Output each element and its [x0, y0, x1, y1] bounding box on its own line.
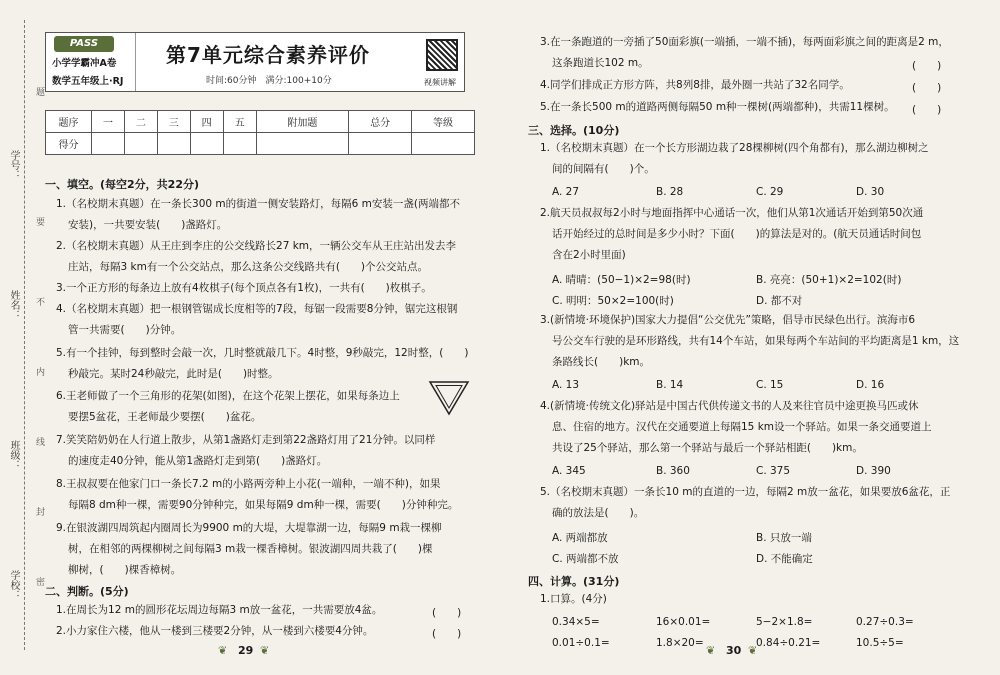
calc-item: 10.5÷5=	[856, 637, 904, 649]
question-line: 2.（名校期末真题）从王庄到李庄的公交线路长27 km，一辆公交车从王庄站出发去李	[56, 240, 457, 252]
student-id-label: 学号：	[8, 150, 19, 180]
table-cell: 一	[92, 111, 125, 133]
question-line: 柳树，( )棵香樟树。	[68, 564, 182, 576]
choice-option[interactable]: D. 都不对	[756, 295, 803, 307]
choice-option[interactable]: D. 不能确定	[756, 553, 813, 565]
table-cell: 附加题	[256, 111, 349, 133]
choice-option[interactable]: B. 360	[656, 465, 690, 477]
question-line: 管一共需要( )分钟。	[68, 324, 182, 336]
choice-option[interactable]: A. 13	[552, 379, 580, 391]
choice-option[interactable]: A. 345	[552, 465, 586, 477]
calc-item: 0.01÷0.1=	[552, 637, 610, 649]
question-line: 共设了25个驿站，那么第一个驿站与最后一个驿站相距( )km。	[552, 442, 863, 454]
question-line: 2.小力家住六楼，他从一楼到三楼要2分钟，从一楼到六楼要4分钟。	[56, 625, 374, 637]
seal-char: 封	[36, 508, 46, 518]
question-line: 7.笑笑陪奶奶在人行道上散步，从第1盏路灯走到第22盏路灯用了21分钟。以同样	[56, 434, 436, 446]
question-line: 3.(新情境·环境保护)国家大力提倡“公交优先”策略，倡导市民绿色出行。滨海市6	[540, 314, 916, 326]
table-row	[46, 111, 475, 133]
choice-option[interactable]: A. 晴晴：(50−1)×2=98(时)	[552, 274, 691, 286]
section-fill-title: 一、填空。(每空2分，共22分)	[45, 178, 200, 191]
leaf-ornament-icon: ❦	[218, 644, 228, 657]
name-label: 姓名：	[8, 290, 19, 320]
question-line: 安装)，一共要安装( )盏路灯。	[68, 219, 228, 231]
seal-char: 不	[36, 298, 46, 308]
seal-char: 要	[36, 218, 46, 228]
question-line: 6.王老师做了一个三角形的花架(如图)，在这个花架上摆花，如果每条边上	[56, 390, 400, 402]
question-line: 号公交车行驶的是环形路线，共有14个车站，如果每两个车站间的平均距离是1 km，这	[552, 335, 960, 347]
section-calc-title: 四、计算。(31分)	[528, 575, 620, 588]
question-line: 5.有一个挂钟，每到整时会敲一次，几时整就敲几下。4时整，9秒敲完，12时整，( )	[56, 347, 469, 359]
series-name: 小学学霸冲A卷	[52, 58, 117, 69]
score-input[interactable]	[92, 133, 125, 155]
score-table	[45, 110, 475, 155]
cut-line	[24, 20, 25, 650]
qr-code-icon[interactable]	[426, 39, 458, 71]
choice-option[interactable]: B. 28	[656, 186, 684, 198]
grade-label: 数学五年级上·RJ	[52, 76, 124, 87]
binding-strip	[0, 0, 46, 675]
table-cell: 总分	[349, 111, 412, 133]
question-line: 话开始经过的总时间是多少小时？下面( )的算法是对的。(航天员通话时间包	[552, 228, 922, 240]
question-line: 确的放法是( )。	[552, 507, 645, 519]
answer-blank[interactable]: ( )	[432, 607, 462, 619]
calc-item: 0.34×5=	[552, 616, 600, 628]
calc-item: 16×0.01=	[656, 616, 711, 628]
page-number: 29	[238, 644, 254, 657]
question-line: 树，在相邻的两棵柳树之间每隔3 m栽一棵香樟树。银波湖四周共栽了( )棵	[68, 543, 433, 555]
score-input[interactable]	[157, 133, 190, 155]
choice-option[interactable]: C. 29	[756, 186, 784, 198]
question-line: 1.（名校期末真题）在一个长方形湖边栽了28棵柳树(四个角都有)，那么湖边柳树之	[540, 142, 929, 154]
choice-option[interactable]: B. 14	[656, 379, 684, 391]
exam-meta: 时间:60分钟 满分:100+10分	[206, 76, 332, 86]
leaf-ornament-icon: ❦	[748, 644, 758, 657]
choice-option[interactable]: B. 亮亮：(50+1)×2=102(时)	[756, 274, 902, 286]
pass-logo: PASS	[54, 36, 114, 52]
question-line: 要摆5盆花，王老师最少要摆( )盆花。	[68, 411, 262, 423]
table-cell: 四	[190, 111, 223, 133]
leaf-ornament-icon: ❦	[706, 644, 716, 657]
score-input[interactable]	[256, 133, 349, 155]
question-line: 的速度走40分钟，能从第1盏路灯走到第( )盏路灯。	[68, 455, 328, 467]
answer-blank[interactable]: ( )	[912, 104, 942, 116]
leaf-ornament-icon: ❦	[260, 644, 270, 657]
question-line: 4.(新情境·传统文化)驿站是中国古代供传递文书的人及来往官员中途更换马匹或休	[540, 400, 919, 412]
choice-option[interactable]: C. 15	[756, 379, 784, 391]
question-line: 9.在银波湖四周筑起内圈周长为9900 m的大堤，大堤靠湖一边，每隔9 m栽一棵柳	[56, 522, 442, 534]
question-line: 3.一个正方形的每条边上放有4枚棋子(每个顶点各有1枚)，一共有( )枚棋子。	[56, 282, 432, 294]
page-number: 30	[726, 644, 742, 657]
seal-char: 内	[36, 368, 46, 378]
question-line: 1.在周长为12 m的圆形花坛周边每隔3 m放一盆花，一共需要放4盆。	[56, 604, 383, 616]
exam-header	[45, 32, 465, 92]
school-label: 学校：	[8, 570, 19, 600]
seal-char: 密	[36, 578, 46, 588]
question-line: 1.口算。(4分)	[540, 593, 607, 605]
choice-option[interactable]: A. 两端都放	[552, 532, 608, 544]
question-line: 3.在一条跑道的一旁插了50面彩旗(一端插，一端不插)，每两面彩旗之间的距离是2 m，	[540, 36, 949, 48]
choice-option[interactable]: C. 375	[756, 465, 791, 477]
question-line: 1.（名校期末真题）在一条长300 m的街道一侧安装路灯，每隔6 m安装一盏(两端都不	[56, 198, 460, 210]
question-line: 每隔8 dm种一棵，需要90分钟种完，如果每隔9 dm种一棵，需要( )分钟种完。	[68, 499, 459, 511]
question-line: 8.王叔叔要在他家门口一条长7.2 m的小路两旁种上小花(一端种，一端不种)，如果	[56, 478, 441, 490]
table-cell: 得分	[46, 133, 92, 155]
table-cell: 二	[124, 111, 157, 133]
question-line: 2.航天员叔叔每2小时与地面指挥中心通话一次，他们从第1次通话开始到第50次通	[540, 207, 924, 219]
question-line: 条路线长( )km。	[552, 356, 651, 368]
calc-item: 5−2×1.8=	[756, 616, 813, 628]
choice-option[interactable]: C. 明明：50×2=100(时)	[552, 295, 674, 307]
table-cell: 等级	[412, 111, 475, 133]
seal-char: 题	[36, 88, 46, 98]
qr-label: 视频讲解	[424, 78, 456, 87]
choice-option[interactable]: D. 30	[856, 186, 885, 198]
choice-option[interactable]: D. 16	[856, 379, 885, 391]
table-cell: 五	[223, 111, 256, 133]
question-line: 5.（名校期末真题）一条长10 m的直道的一边，每隔2 m放一盆花，如果要放6盆花，正	[540, 486, 951, 498]
answer-blank[interactable]: ( )	[912, 82, 942, 94]
question-line: 5.在一条长500 m的道路两侧每隔50 m种一棵树(两端都种)，共需11棵树。	[540, 101, 895, 113]
question-line: 息、住宿的地方。汉代在交通要道上每隔15 km设一个驿站。如果一条交通要道上	[552, 421, 932, 433]
score-input[interactable]	[190, 133, 223, 155]
calc-item: 0.27÷0.3=	[856, 616, 914, 628]
calc-item: 1.8×20=	[656, 637, 704, 649]
question-line: 含在2小时里面)	[552, 249, 626, 261]
table-cell: 三	[157, 111, 190, 133]
right-page	[500, 0, 1000, 675]
question-line: 4.（名校期末真题）把一根钢管锯成长度相等的7段，每锯一段需要8分钟，锯完这根钢	[56, 303, 458, 315]
class-label: 班级：	[8, 440, 19, 470]
question-line: 庄站，每隔3 km有一个公交站点，那么这条公交线路共有( )个公交站点。	[68, 261, 429, 273]
answer-blank[interactable]: ( )	[432, 628, 462, 640]
exam-title: 第7单元综合素养评价	[166, 43, 370, 67]
choice-option[interactable]: A. 27	[552, 186, 580, 198]
choice-option[interactable]: B. 只放一端	[756, 532, 812, 544]
calc-item: 0.84÷0.21=	[756, 637, 821, 649]
table-row	[46, 133, 475, 155]
score-input[interactable]	[349, 133, 412, 155]
score-input[interactable]	[223, 133, 256, 155]
section-choice-title: 三、选择。(10分)	[528, 124, 620, 137]
question-line: 间的间隔有( )个。	[552, 163, 655, 175]
brand-block	[46, 33, 136, 91]
choice-option[interactable]: D. 390	[856, 465, 891, 477]
seal-char: 线	[36, 438, 46, 448]
score-input[interactable]	[124, 133, 157, 155]
question-line: 这条跑道长102 m。	[552, 57, 649, 69]
table-cell: 题序	[46, 111, 92, 133]
section-judge-title: 二、判断。(5分)	[45, 585, 129, 598]
answer-blank[interactable]: ( )	[912, 60, 942, 72]
choice-option[interactable]: C. 两端都不放	[552, 553, 619, 565]
question-line: 4.同学们排成正方形方阵，共8列8排，最外圈一共站了32名同学。	[540, 79, 850, 91]
score-input[interactable]	[412, 133, 475, 155]
question-line: 秒敲完。某时24秒敲完，此时是( )时整。	[68, 368, 279, 380]
flower-stand-triangle-figure	[428, 380, 470, 416]
